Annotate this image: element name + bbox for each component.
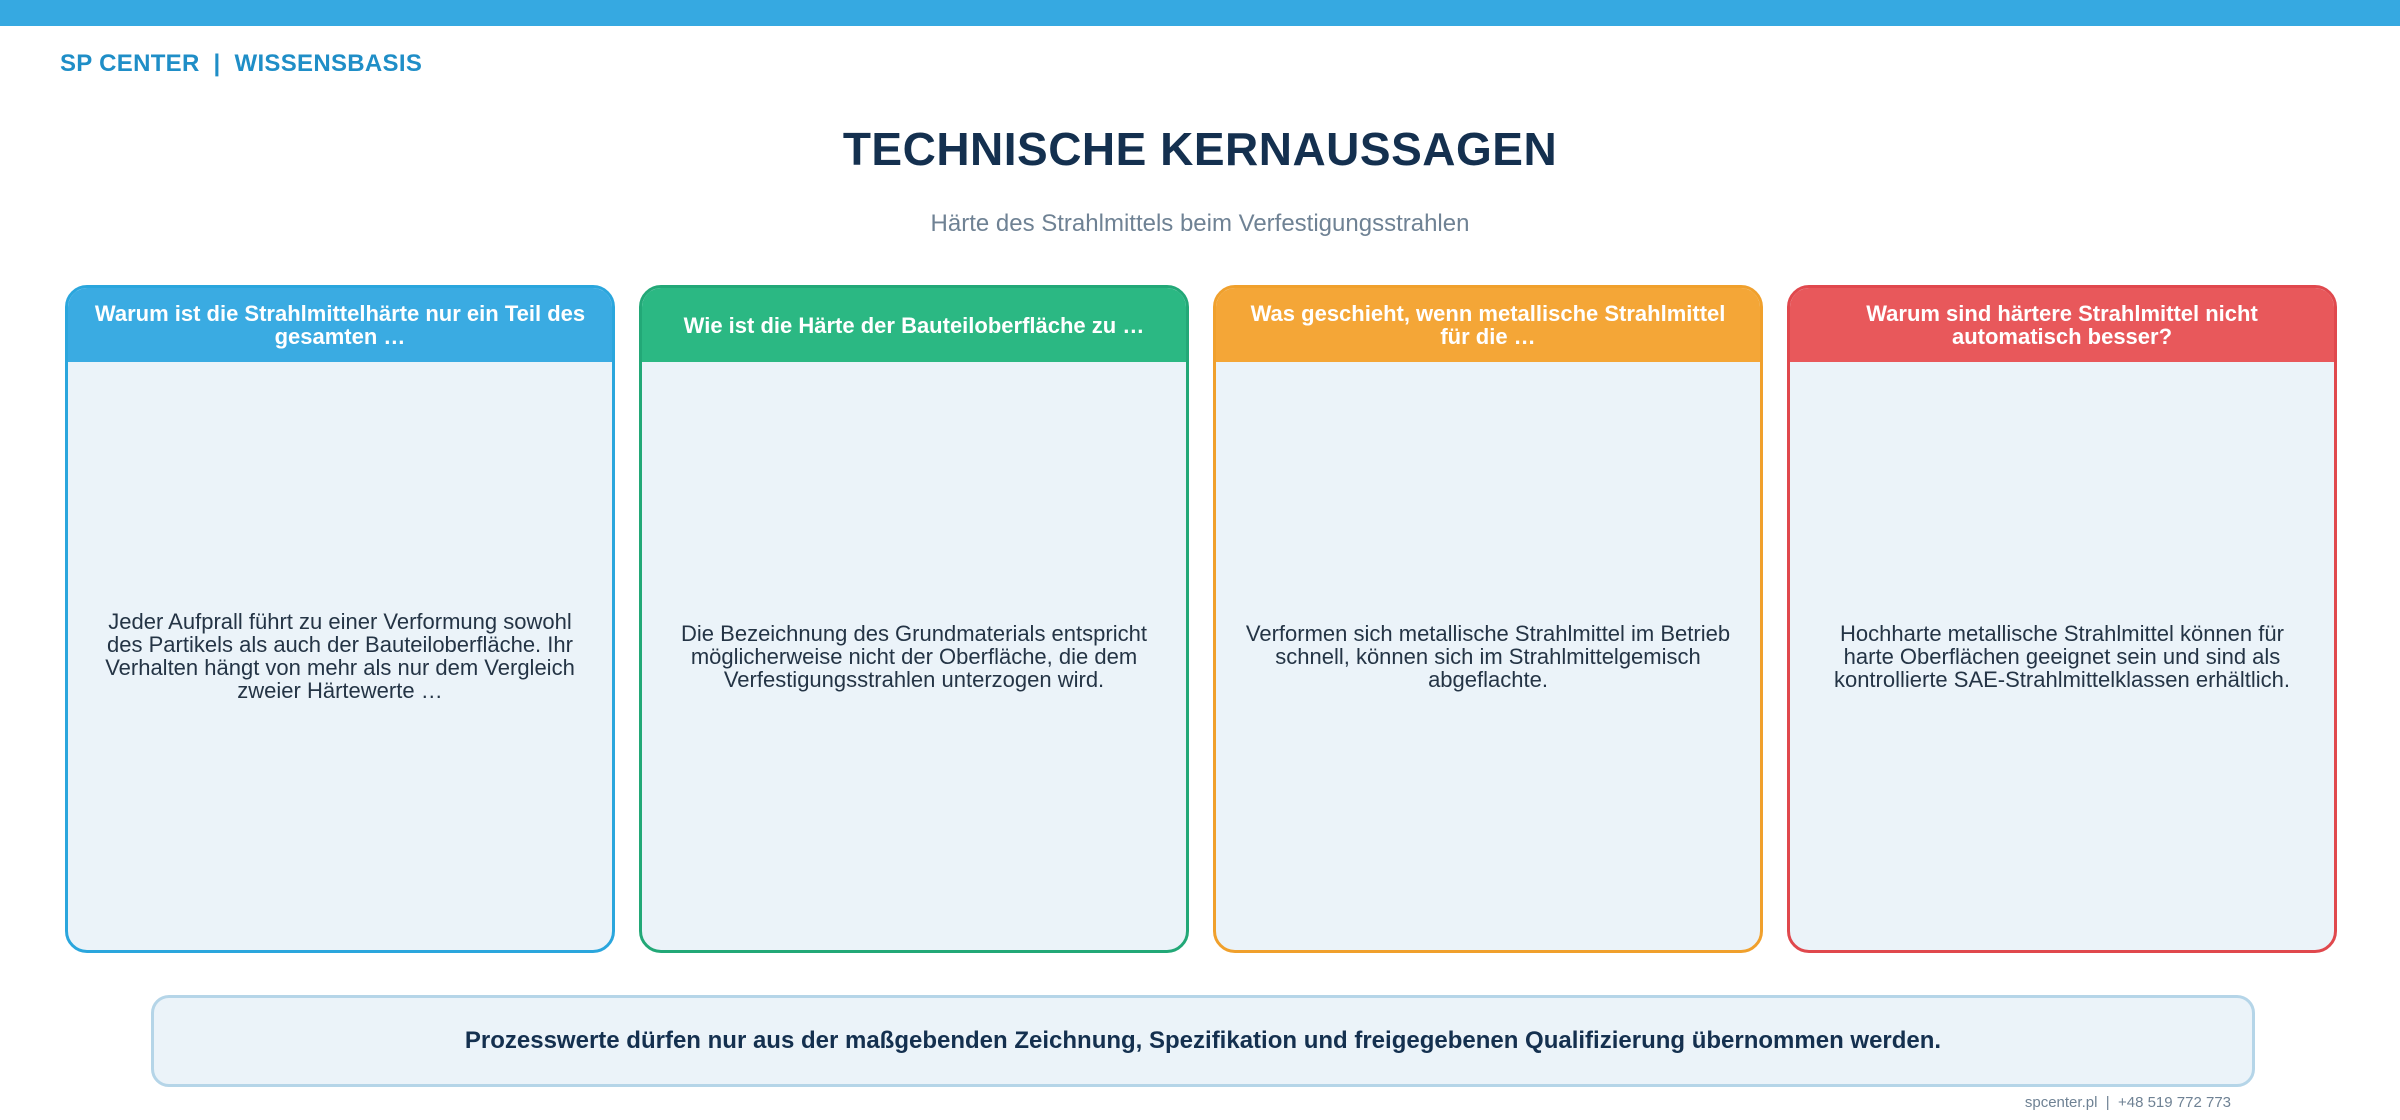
card-1-heading: Warum ist die Strahlmittelhärte nur ein Teil des gesamten … — [68, 288, 612, 362]
card-1-body: Jeder Aufprall führt zu einer Verformung sowohl des Partikels als auch der Bauteiloberfläche. Ihr Verhalten hängt von mehr als nur dem Vergleich zweier Härtewerte … — [105, 609, 575, 703]
card-1 — [65, 285, 615, 953]
card-4 — [1787, 285, 2337, 953]
card-2-heading: Wie ist die Härte der Bauteiloberfläche zu … — [642, 288, 1186, 362]
top-accent-bar — [0, 0, 2400, 26]
card-2 — [639, 285, 1189, 953]
brand-header: SP CENTER | WISSENSBASIS — [60, 50, 423, 77]
footer-contact: spcenter.pl | +48 519 772 773 — [2024, 1094, 2231, 1111]
card-3 — [1213, 285, 1763, 953]
card-4-heading: Warum sind härtere Strahlmittel nicht automatisch besser? — [1790, 288, 2334, 362]
page-subtitle: Härte des Strahlmittels beim Verfestigungsstrahlen — [930, 210, 1470, 237]
card-2-body: Die Bezeichnung des Grundmaterials entspricht möglicherweise nicht der Oberfläche, die dem Verfestigungsstrahlen unterzogen wird. — [681, 620, 1147, 692]
card-4-body: Hochharte metallische Strahlmittel können für harte Oberflächen geeignet sein und sind als kontrollierte SAE-Strahlmittelklassen erhältlich. — [1833, 620, 2291, 692]
card-3-body: Verformen sich metallische Strahlmittel im Betrieb schnell, können sich im Strahlmittelgemisch abgeflachte. — [1245, 620, 1731, 692]
process-values-notice: Prozesswerte dürfen nur aus der maßgebenden Zeichnung, Spezifikation und freigegebenen Qualifizierung übernommen werden. — [151, 995, 2255, 1087]
card-3-heading: Was geschieht, wenn metallische Strahlmittel für die … — [1216, 288, 1760, 362]
page-title: TECHNISCHE KERNAUSSAGEN — [842, 123, 1558, 175]
key-statement-cards — [65, 285, 2335, 951]
